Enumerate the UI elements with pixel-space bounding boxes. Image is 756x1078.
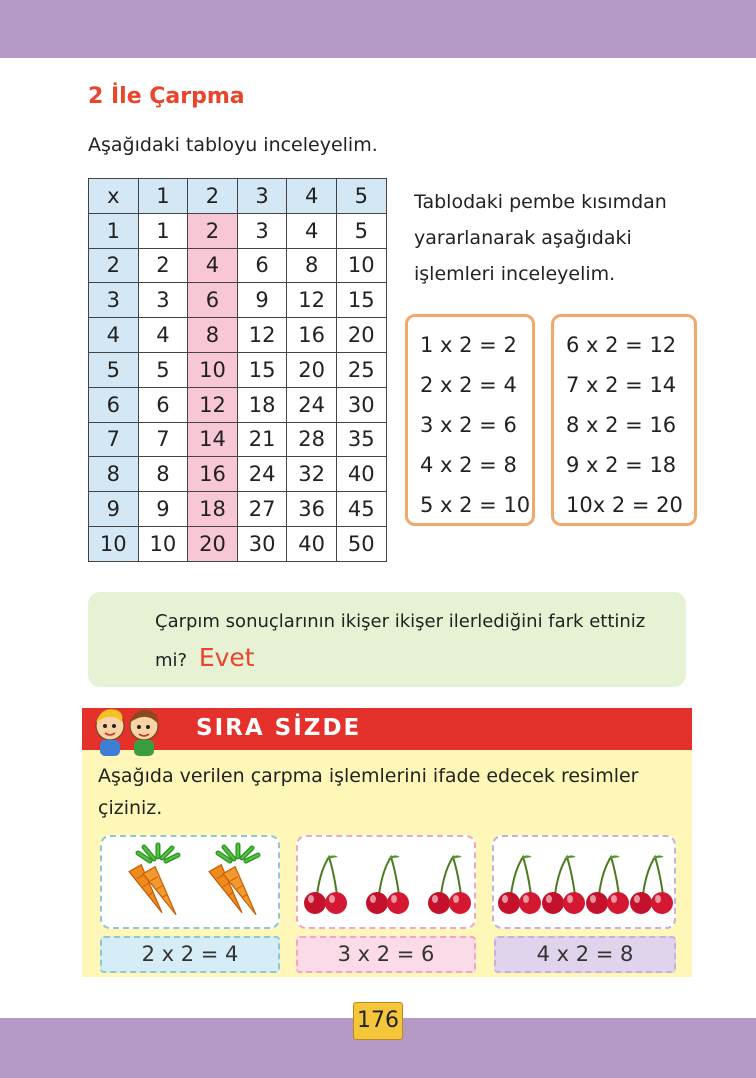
equation: 4 x 2 = 8: [420, 453, 517, 477]
table-cell: 18: [237, 387, 287, 422]
equation-label: 3 x 2 = 6: [296, 936, 476, 973]
table-cell: 1: [89, 213, 139, 248]
table-cell: 25: [336, 352, 386, 387]
table-cell: 6: [237, 248, 287, 283]
table-cell: 5: [138, 352, 188, 387]
table-row: [89, 526, 387, 561]
table-cell: 8: [188, 318, 238, 353]
table-cell: 28: [287, 422, 337, 457]
table-header-cell: x: [89, 179, 139, 214]
table-cell: 20: [188, 526, 238, 561]
table-row: [89, 318, 387, 353]
table-cell: 21: [237, 422, 287, 457]
picture-box-cherries-4: [492, 835, 676, 929]
table-cell: 10: [89, 526, 139, 561]
table-cell: 27: [237, 492, 287, 527]
table-row: [89, 422, 387, 457]
sira-sizde-banner: [82, 708, 692, 750]
table-cell: 15: [336, 283, 386, 318]
table-cell: 12: [237, 318, 287, 353]
table-cell: 10: [188, 352, 238, 387]
table-cell: 3: [138, 283, 188, 318]
table-row: [89, 457, 387, 492]
task-text: Aşağıda verilen çarpma işlemlerini ifade edecek resimler çiziniz.: [98, 765, 639, 819]
top-band: [0, 0, 756, 58]
table-cell: 30: [237, 526, 287, 561]
table-cell: 40: [287, 526, 337, 561]
table-row: [89, 179, 387, 214]
table-cell: 32: [287, 457, 337, 492]
table-header-cell: 5: [336, 179, 386, 214]
table-cell: 12: [188, 387, 238, 422]
carrot-icon: [102, 837, 278, 927]
table-cell: 4: [188, 248, 238, 283]
table-cell: 6: [138, 387, 188, 422]
table-cell: 2: [89, 248, 139, 283]
handwritten-answer: Evet: [198, 643, 255, 672]
equation: 7 x 2 = 14: [566, 373, 677, 397]
children-icon: [88, 700, 168, 758]
table-cell: 7: [138, 422, 188, 457]
table-header-cell: 2: [188, 179, 238, 214]
question: [155, 604, 675, 679]
section-title: 2 İle Çarpma: [88, 84, 245, 109]
table-cell: 3: [89, 283, 139, 318]
table-cell: 24: [237, 457, 287, 492]
cherry-icon: [494, 837, 674, 927]
table-header-cell: 1: [138, 179, 188, 214]
table-cell: 15: [237, 352, 287, 387]
table-cell: 3: [237, 213, 287, 248]
table-cell: 45: [336, 492, 386, 527]
table-cell: 36: [287, 492, 337, 527]
equation-label: 2 x 2 = 4: [100, 936, 280, 973]
table-cell: 7: [89, 422, 139, 457]
table-row: [89, 283, 387, 318]
equation: 10x 2 = 20: [566, 493, 683, 517]
table-cell: 6: [89, 387, 139, 422]
table-cell: 4: [89, 318, 139, 353]
table-header-cell: 3: [237, 179, 287, 214]
table-cell: 40: [336, 457, 386, 492]
equation: 5 x 2 = 10: [420, 493, 531, 517]
equation-label: 4 x 2 = 8: [494, 936, 676, 973]
table-row: [89, 248, 387, 283]
table-row: [89, 387, 387, 422]
sira-sizde-title: SIRA SİZDE: [196, 715, 362, 741]
question-text: Çarpım sonuçlarının ikişer ikişer ilerlediğini fark ettiniz mi?: [155, 611, 646, 671]
table-cell: 8: [138, 457, 188, 492]
table-cell: 16: [287, 318, 337, 353]
table-cell: 10: [336, 248, 386, 283]
table-cell: 5: [336, 213, 386, 248]
table-cell: 4: [138, 318, 188, 353]
table-cell: 35: [336, 422, 386, 457]
cherry-icon: [298, 837, 474, 927]
table-cell: 9: [138, 492, 188, 527]
table-cell: 20: [336, 318, 386, 353]
table-cell: 9: [89, 492, 139, 527]
equation: 3 x 2 = 6: [420, 413, 517, 437]
equations-box-left: [405, 314, 535, 526]
equation: 8 x 2 = 16: [566, 413, 677, 437]
multiplication-table: [88, 178, 387, 562]
intro-text: Aşağıdaki tabloyu inceleyelim.: [88, 134, 378, 156]
table-cell: 1: [138, 213, 188, 248]
table-row: [89, 352, 387, 387]
table-cell: 4: [287, 213, 337, 248]
equations-box-right: [551, 314, 697, 526]
table-row: [89, 213, 387, 248]
table-cell: 10: [138, 526, 188, 561]
equation: 6 x 2 = 12: [566, 333, 677, 357]
table-cell: 24: [287, 387, 337, 422]
table-cell: 8: [89, 457, 139, 492]
table-cell: 5: [89, 352, 139, 387]
table-cell: 14: [188, 422, 238, 457]
table-cell: 2: [188, 213, 238, 248]
table-cell: 8: [287, 248, 337, 283]
page-number: 176: [353, 1002, 403, 1040]
table-row: [89, 492, 387, 527]
table-cell: 9: [237, 283, 287, 318]
table-header-cell: 4: [287, 179, 337, 214]
table-cell: 12: [287, 283, 337, 318]
equation: 2 x 2 = 4: [420, 373, 517, 397]
equation: 1 x 2 = 2: [420, 333, 517, 357]
table-cell: 2: [138, 248, 188, 283]
picture-box-carrots: [100, 835, 280, 929]
table-cell: 18: [188, 492, 238, 527]
side-note: Tablodaki pembe kısımdan yararlanarak aşağıdaki işlemleri inceleyelim.: [414, 191, 667, 285]
table-cell: 50: [336, 526, 386, 561]
table-cell: 20: [287, 352, 337, 387]
table-cell: 30: [336, 387, 386, 422]
equation: 9 x 2 = 18: [566, 453, 677, 477]
table-cell: 6: [188, 283, 238, 318]
table-cell: 16: [188, 457, 238, 492]
picture-box-cherries-3: [296, 835, 476, 929]
